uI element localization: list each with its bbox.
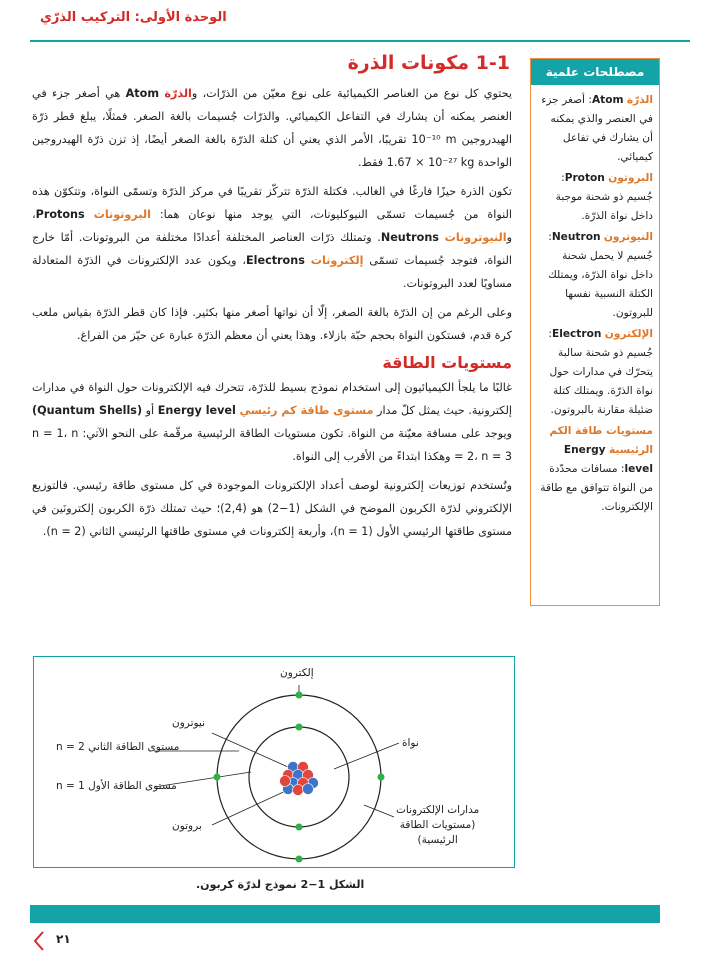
paragraph-configuration: وتُستخدم توزيعات إلكترونية لوصف أعداد الإلكترونات الموجودة في كل مستوى طاقة رئيسي. فالتوزيع الإلكتروني لذرّة الكربون الموضح في الشكل (1−2) هو (2,4)؛ حيث تمتلك ذرّة الكربون إلكترونَين في مستوى طاقتها الرئيسي الأول (n = 1)، وأربعة إلكترونات في مستوى طاقتها الرئيسي الثاني (n = 2).: [32, 479, 512, 538]
glossary-term: النيوترون: [603, 231, 653, 243]
glossary-sidebar: [530, 58, 660, 606]
proton-sphere: [280, 776, 291, 787]
term-atom: الذرّة: [164, 87, 192, 100]
glossary-latin: Energy level: [563, 444, 653, 475]
label-electron: إلكترون: [280, 667, 314, 679]
glossary-list: [531, 85, 659, 517]
label-proton: بروتون: [172, 820, 202, 832]
label-level-2: مستوى الطاقة الثاني n = 2: [56, 741, 180, 753]
electron-dot: [378, 774, 385, 781]
carbon-atom-figure: [33, 656, 515, 868]
glossary-entry: [537, 325, 653, 420]
leader-line: [212, 733, 288, 767]
electron-dot: [296, 856, 303, 863]
glossary-entry: [537, 169, 653, 226]
glossary-title: مصطلحات علمية: [531, 59, 659, 85]
glossary-latin: Neutron: [551, 231, 601, 243]
section-title: 1-1 مكونات الذرة: [347, 52, 510, 74]
term-energy-level: مستوى طاقة كم رئيسي: [239, 404, 374, 417]
main-content: [32, 52, 512, 549]
unit-title: الوحدة الأولى: التركيب الذرّي: [40, 10, 227, 25]
glossary-term: مستويات طاقة الكم الرئيسية: [549, 425, 653, 456]
label-orbits: مدارات الإلكترونات (مستويات الطاقة الرئيسية): [396, 804, 480, 846]
glossary-term: الذرّة: [626, 94, 653, 106]
glossary-latin: Electron: [551, 328, 602, 340]
paragraph-energy-levels: غالبًا ما يلجأ الكيميائيون إلى استخدام نموذج بسيط للذرّة، تتحرك فيه الإلكترونات حول النواة في مدارات إلكترونية. حيث يمثل كلّ مدار مستوى طاقة كم رئيسي Energy level أو (Quantum Shells) ويوجد على مسافة معيّنة من النواة. تكون مستويات الطاقة الرئيسية مرقّمة على النحو الآتي: ‎n = 1، n = 2، n = 3‎ وهكذا ابتداءً من الأقرب إلى النواة.: [32, 381, 513, 463]
glossary-latin: Proton: [564, 172, 605, 184]
energy-levels-title: مستويات الطاقة: [382, 353, 512, 372]
electron-dot: [296, 692, 303, 699]
term-protons: البروتونات: [93, 208, 151, 221]
glossary-definition: : مسافات محدّدة من النواة تتوافق مع طاقة الإلكترونات.: [540, 463, 653, 513]
neutron-sphere: [303, 784, 314, 795]
electron-dot: [214, 774, 221, 781]
paragraph-scale: وعلى الرغم من إن الذرّة بالغة الصغر، إلّا أن نواتها أصغر منها بكثير. فإذا كان قطر الذرّة بقياس ملعب كرة قدم، فستكون النواة بحجم حبّة بازلاء. وهذا يعني أن معظم الذرّة عبارة عن حيّز من الفراغ.: [32, 306, 512, 342]
glossary-term: الإلكترون: [604, 328, 653, 340]
leader-line: [212, 789, 290, 825]
glossary-definition: : جُسيم لا يحمل شحنة داخل نواة الذرّة، ويمتلك الكتلة النسبية نفسها للبروتون.: [548, 231, 653, 319]
glossary-entry: [537, 228, 653, 323]
page-number: ٢١: [56, 932, 71, 946]
label-neutron: نيوترون: [172, 717, 206, 729]
paragraph-nucleus: تكون الذرة حيزًا فارغًا في الغالب. فكتلة الذرّة تتركّز تقريبًا في مركز الذرّة وتسمّى النواة، وتتكوّن هذه النواة من جُسيمات تسمّى النيوكليونات، التي يوجد منها نوعان هما: البروتونات Protons، والنيوترونات Neutrons. وتمتلك ذرّات العناصر المختلفة أعدادًا مختلفة من البروتونات. أمّا خارج النواة، فتوجد جُسيمات تسمّى إلكترونات Electrons، ويكون عدد الإلكترونات في الذرّة المتعادلة مساويًا لعدد البروتونات.: [32, 185, 512, 290]
glossary-latin: Atom: [591, 94, 624, 106]
glossary-definition: : أصغر جزء في العنصر والذي يمكنه أن يشارك في تفاعل كيميائي.: [541, 94, 653, 163]
chevron-left-icon[interactable]: [30, 930, 48, 952]
term-electrons: إلكترونات: [310, 254, 364, 267]
term-neutrons: النيوترونات: [444, 231, 507, 244]
electron-dot: [296, 724, 303, 731]
glossary-definition: : جُسيم ذو شحنة سالبة يتحرّك في مدارات حول نواة الذرّة. ويمتلك كتلة ضئيلة مقارنة بالبروتون.: [548, 328, 653, 416]
glossary-term: البروتون: [608, 172, 653, 184]
label-nucleus: نواة: [402, 737, 419, 749]
label-level-1: مستوى الطاقة الأول n = 1: [56, 780, 177, 792]
glossary-entry: [537, 91, 653, 167]
footer-bar: [30, 905, 660, 923]
glossary-definition: : جُسيم ذو شحنة موجبة داخل نواة الذرّة.: [555, 172, 653, 222]
paragraph-atom: يحتوي كل نوع من العناصر الكيميائية على نوع معيّن من الذرّات، والذرّة Atom هي أصغر جزء في العنصر يمكنه أن يشارك في التفاعل الكيميائي. والذرّات جُسيمات بالغة الصغر. فمثلًا، يبلغ قطر ذرّة الهيدروجين ‎10⁻¹⁰ m‎ تقريبًا، الأمر الذي يعني أن كتلة الذرّة بالغة الصغر أيضًا، إذ تزن ذرّة الهيدروجين الواحدة ‎1.67 × 10⁻²⁷ kg‎ فقط.: [32, 87, 512, 169]
header-divider: [30, 40, 690, 42]
figure-caption: الشكل 1−2 نموذج لذرّة كربون.: [196, 878, 365, 891]
glossary-entry: [537, 422, 653, 517]
proton-sphere: [293, 785, 304, 796]
electron-dot: [296, 824, 303, 831]
leader-line: [364, 805, 394, 817]
